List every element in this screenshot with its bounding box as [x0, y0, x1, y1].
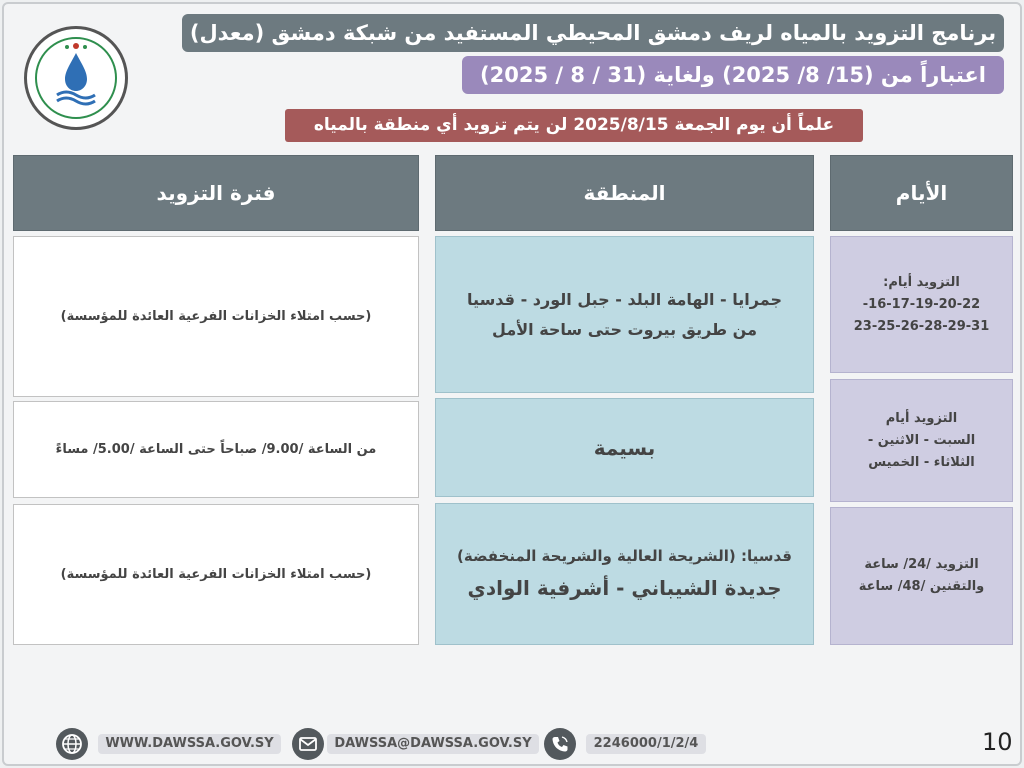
row3-period-text: (حسب امتلاء الخزانات الفرعية العائدة للمؤسسة) [60, 567, 372, 582]
email-link[interactable]: DAWSSA@DAWSSA.GOV.SY [327, 734, 539, 754]
row3-area-cell [435, 503, 814, 645]
phone-icon [544, 728, 576, 760]
row3-area-line: قدسيا: (الشريحة العالية والشريحة المنخفضة) [457, 547, 792, 565]
row1-area-line: من طريق بيروت حتى ساحة الأمل [492, 319, 757, 339]
row2-days-line: التزويد أيام [885, 410, 958, 426]
row2-days-cell [830, 379, 1013, 502]
row3-days-cell [830, 507, 1013, 645]
page-number: 10 [982, 728, 1013, 756]
row1-days-line: التزويد أيام: [883, 274, 960, 290]
row3-period-cell [13, 504, 419, 645]
row1-area-line: جمرايا - الهامة البلد - جبل الورد - قدسيا [467, 289, 782, 309]
row2-period-text: من الساعة /9.00/ صباحاً حتى الساعة /5.00/ مساءً [55, 442, 377, 457]
friday-notice: علماً أن يوم الجمعة 2025/8/15 لن يتم تزويد أي منطقة بالمياه [285, 109, 863, 142]
date-range-banner: اعتباراً من (15/ 8/ 2025) ولغاية (31 / 8 / 2025) [462, 56, 1004, 94]
row1-area-cell [435, 236, 814, 393]
row1-days-cell [830, 236, 1013, 373]
row1-period-text: (حسب امتلاء الخزانات الفرعية العائدة للمؤسسة) [60, 309, 372, 324]
row2-area-line: بسيمة [593, 435, 656, 460]
row3-area-line: جديدة الشيباني - أشرفية الوادي [467, 576, 782, 600]
logo-emblem-icon [24, 26, 128, 130]
row2-area-cell [435, 398, 814, 497]
header-period: فترة التزويد [13, 155, 419, 231]
row2-days-line: الثلاثاء - الخميس [868, 454, 975, 470]
header-area: المنطقة [435, 155, 814, 231]
globe-icon [56, 728, 88, 760]
phone-number[interactable]: 2246000/1/2/4 [586, 734, 706, 754]
header-days: الأيام [830, 155, 1013, 231]
row1-period-cell [13, 236, 419, 397]
row3-days-line: والتقنين /48/ ساعة [858, 579, 985, 594]
row2-days-line: السبت - الاثنين - [867, 432, 976, 448]
website-link[interactable]: WWW.DAWSSA.GOV.SY [98, 734, 281, 754]
row2-period-cell [13, 401, 419, 498]
mail-icon [292, 728, 324, 760]
page-title: برنامج التزويد بالمياه لريف دمشق المحيطي المستفيد من شبكة دمشق (معدل) [182, 14, 1004, 52]
row1-days-line: 16-17-19-20-22- [862, 296, 981, 312]
row1-days-line: 23-25-26-28-29-31 [853, 318, 990, 334]
row3-days-line: التزويد /24/ ساعة [864, 557, 979, 572]
